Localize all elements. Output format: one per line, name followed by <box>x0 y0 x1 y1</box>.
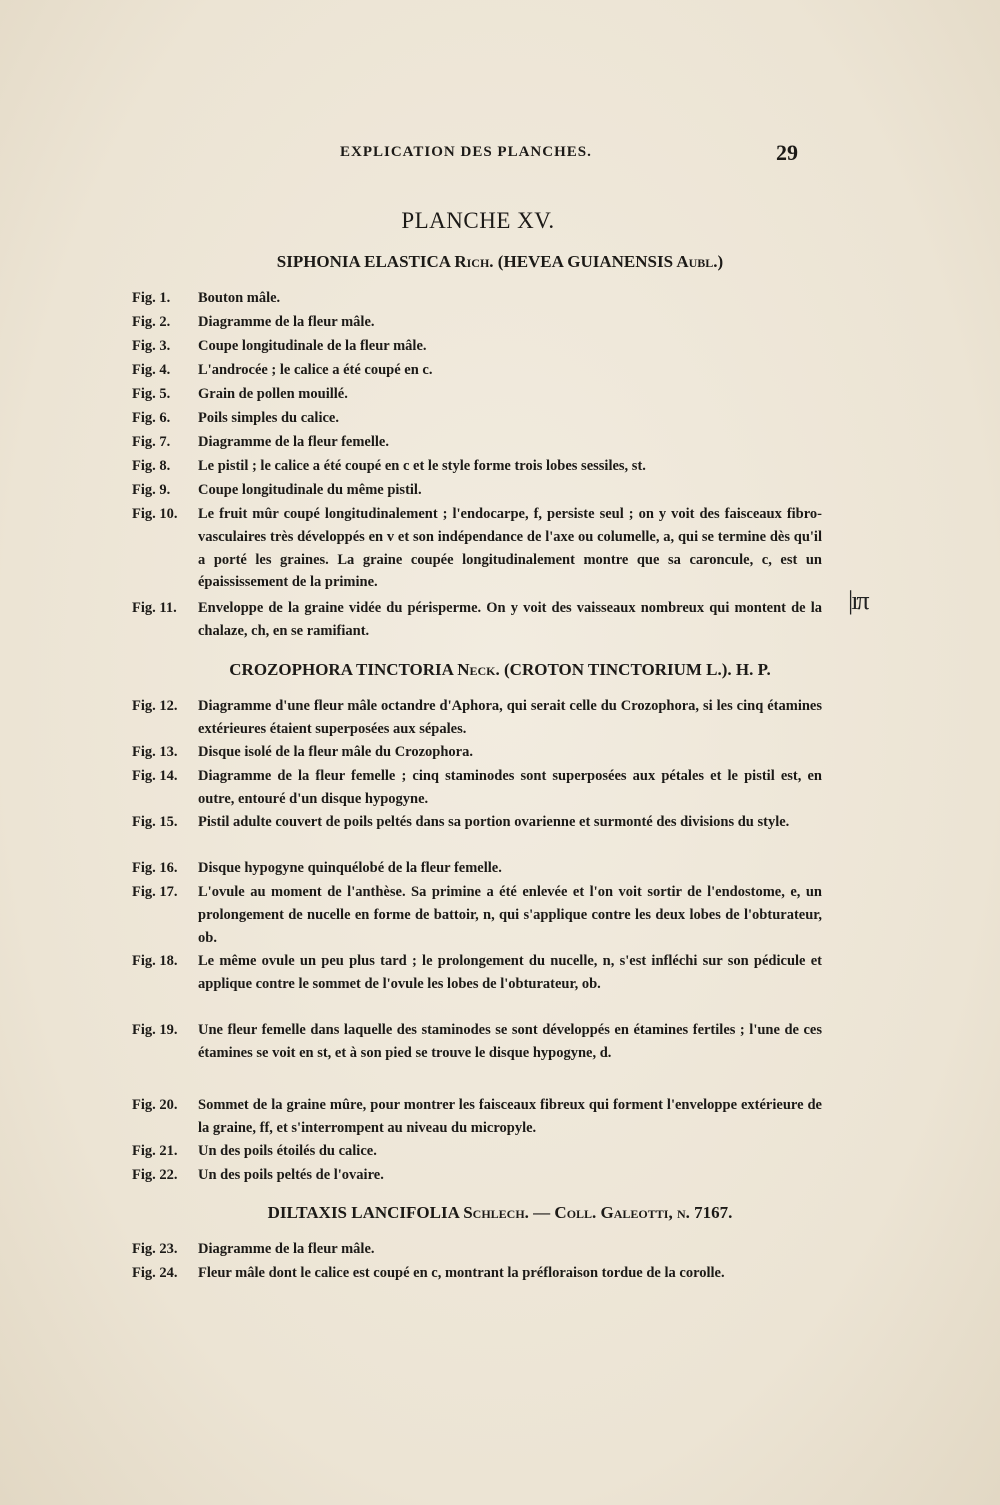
figure-entry: Fig. 9. Coupe longitudinale du même pistil. <box>132 482 422 498</box>
section-heading-diltaxis: DILTAXIS LANCIFOLIA Schlech. — Coll. Galeotti, n. 7167. <box>267 1203 733 1222</box>
margin-annotation: |ıπ <box>848 586 868 615</box>
figure-entry: Fig. 15. Pistil adulte couvert de poils peltés dans sa portion ovarienne et surmonté des divisions du style. <box>132 814 790 830</box>
running-title: EXPLICATION DES PLANCHES. <box>340 144 592 160</box>
figure-entry: Fig. 14. Diagramme de la fleur femelle ; cinq staminodes sont superposées aux pétales et le pistil est, en outre, entouré d'un disque hypogyne. <box>132 768 822 807</box>
figure-entry: Fig. 24. Fleur mâle dont le calice est coupé en c, montrant la préfloraison tordue de la corolle. <box>132 1265 725 1281</box>
figure-entry: Fig. 18. Le même ovule un peu plus tard ; le prolongement du nucelle, n, s'est infléchi sur son pédicule et applique contre le sommet de l'ovule les lobes de l'obturateur, ob. <box>132 953 822 992</box>
figure-entry: Fig. 10. Le fruit mûr coupé longitudinalement ; l'endocarpe, f, persiste seul ; on y voit des faisceaux fibro-vasculaires très développés en v et son indépendance de l'axe ou columelle, a, qui se termine dès qu'il a porté les graines. La graine coupée longitudinalement montre que sa caroncule, c, est un épaississement de la primine. <box>132 506 822 591</box>
figure-entry: Fig. 19. Une fleur femelle dans laquelle des staminodes se sont développés en étamines fertiles ; l'une de ces étamines se voit en st, et à son pied se trouve le disque hypogyne, d. <box>132 1022 822 1061</box>
figure-entry: Fig. 13. Disque isolé de la fleur mâle du Crozophora. <box>132 744 473 760</box>
figure-entry: Fig. 17. L'ovule au moment de l'anthèse. Sa primine a été enlevée et l'on voit sortir de l'endostome, e, un prolongement de nucelle en forme de battoir, n, qui s'applique contre les deux lobes de l'obturateur, ob. <box>132 884 822 946</box>
section-heading-siphonia: SIPHONIA ELASTICA Rich. (HEVEA GUIANENSIS Aubl.) <box>276 252 724 271</box>
figure-entry: Fig. 11. Enveloppe de la graine vidée du périsperme. On y voit des vaisseaux nombreux qui montent de la chalaze, ch, en se ramifiant. <box>132 600 822 639</box>
figure-entry: Fig. 2. Diagramme de la fleur mâle. <box>132 314 375 330</box>
figure-entry: Fig. 12. Diagramme d'une fleur mâle octandre d'Aphora, qui serait celle du Crozophora, si les cinq étamines extérieures étaient superposées aux sépales. <box>132 698 822 737</box>
figure-entry: Fig. 20. Sommet de la graine mûre, pour montrer les faisceaux fibreux qui forment l'enveloppe extérieure de la graine, ff, et s'interrompent au niveau du micropyle. <box>132 1097 822 1136</box>
figure-entry: Fig. 7. Diagramme de la fleur femelle. <box>132 434 389 450</box>
figure-entry: Fig. 21. Un des poils étoilés du calice. <box>132 1143 377 1159</box>
figure-entry: Fig. 6. Poils simples du calice. <box>132 410 339 426</box>
figure-entry: Fig. 22. Un des poils peltés de l'ovaire. <box>132 1167 384 1183</box>
page-number: 29 <box>776 140 798 165</box>
figure-entry: Fig. 5. Grain de pollen mouillé. <box>132 386 348 402</box>
figure-entry: Fig. 1. Bouton mâle. <box>132 290 281 306</box>
section-heading-crozophora: CROZOPHORA TINCTORIA Neck. (CROTON TINCTORIUM L.). H. P. <box>229 660 771 679</box>
plate-title: PLANCHE XV. <box>401 208 555 233</box>
figure-entry: Fig. 23. Diagramme de la fleur mâle. <box>132 1241 375 1257</box>
figure-entry: Fig. 4. L'androcée ; le calice a été coupé en c. <box>132 362 433 378</box>
figure-entry: Fig. 3. Coupe longitudinale de la fleur mâle. <box>132 338 427 354</box>
figure-entry: Fig. 8. Le pistil ; le calice a été coupé en c et le style forme trois lobes sessiles, st. <box>132 458 646 474</box>
figure-entry: Fig. 16. Disque hypogyne quinquélobé de la fleur femelle. <box>132 860 502 876</box>
